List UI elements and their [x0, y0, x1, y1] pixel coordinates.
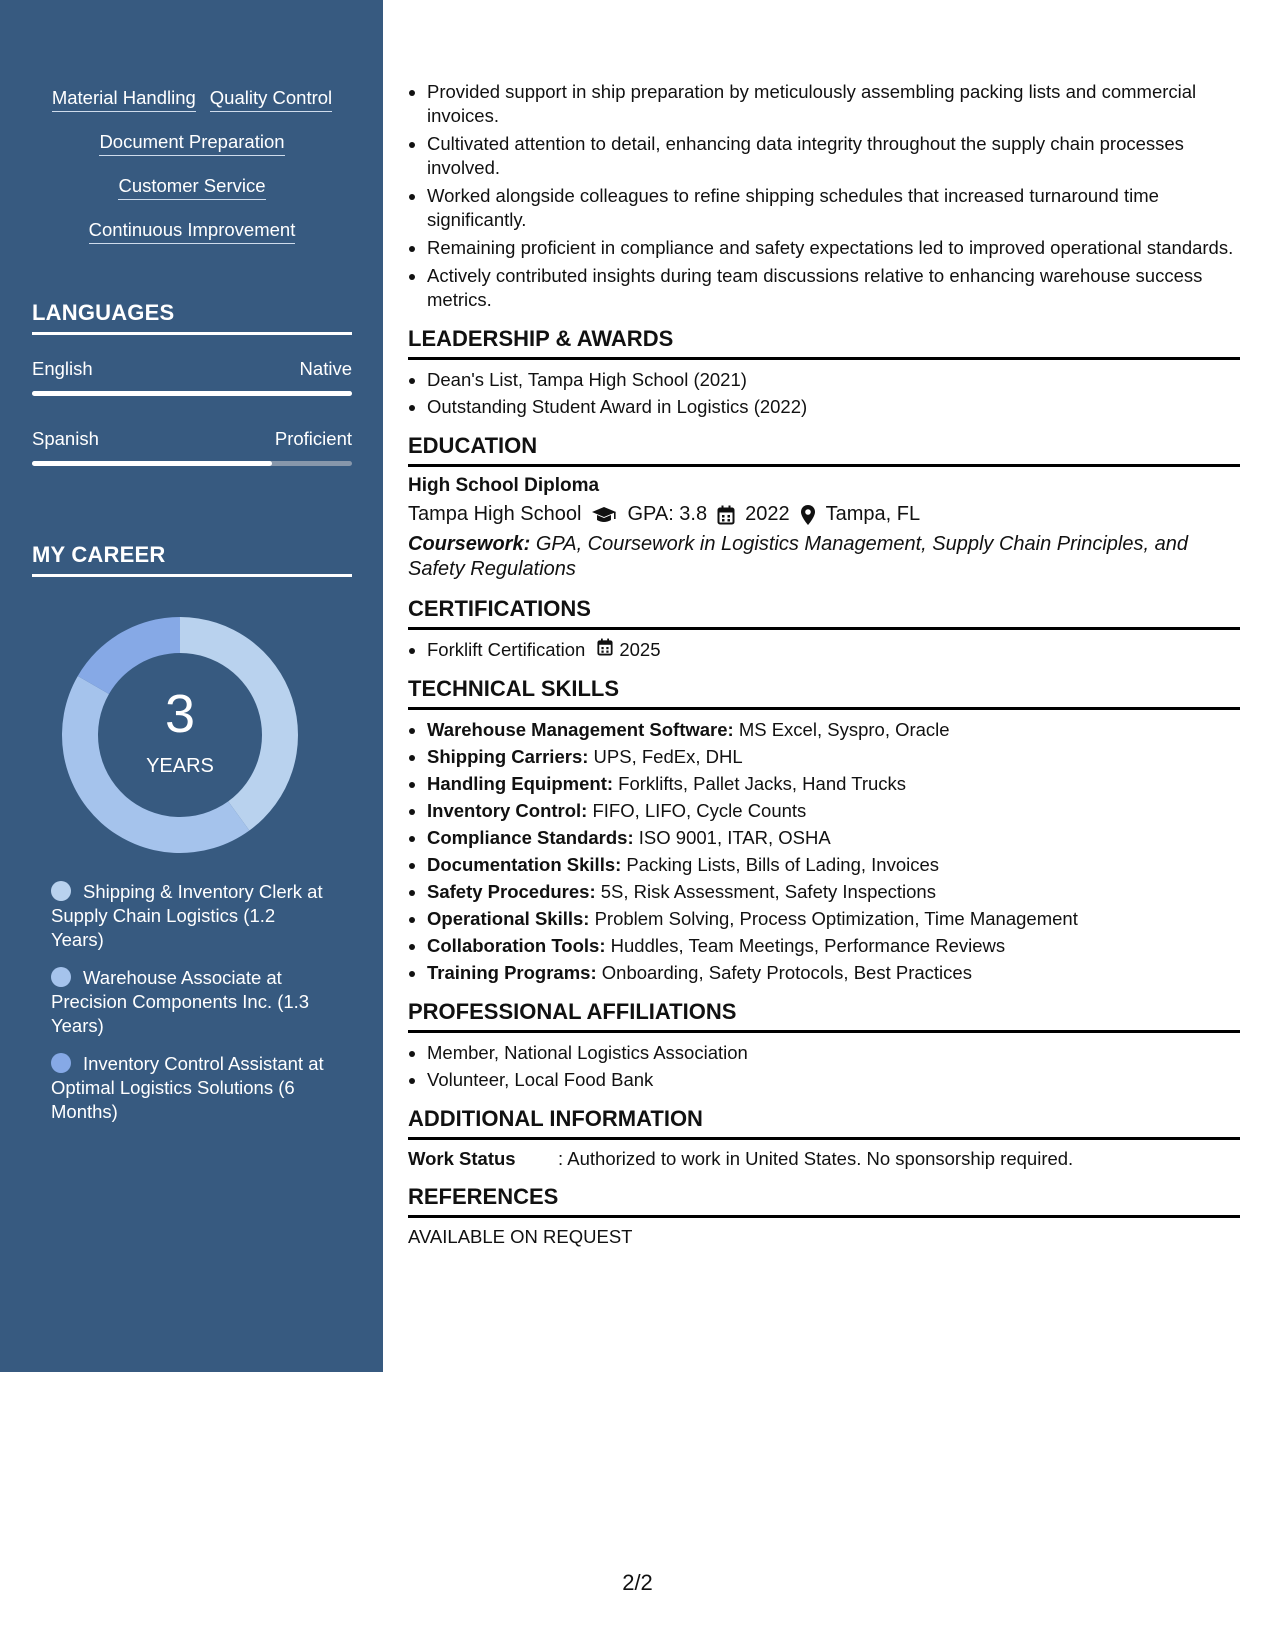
languages-heading: LANGUAGES — [32, 300, 352, 335]
coursework-label: Coursework: — [408, 533, 531, 555]
skills-row — [32, 218, 352, 244]
experience-bullets — [408, 80, 1240, 312]
leadership-list — [408, 368, 1240, 419]
list-item — [427, 853, 1240, 877]
language-bar-fill — [32, 461, 272, 466]
skill-value: UPS, FedEx, DHL — [593, 746, 743, 767]
language-item — [32, 358, 352, 396]
skill-value: 5S, Risk Assessment, Safety Inspections — [600, 881, 936, 902]
skill-tag: Material Handling — [52, 86, 196, 112]
list-item — [427, 799, 1240, 823]
language-level: Native — [299, 358, 352, 379]
work-status-value: : Authorized to work in United States. No sponsorship required. — [558, 1148, 1074, 1169]
skill-label: Warehouse Management Software: — [427, 719, 734, 740]
language-name: Spanish — [32, 428, 99, 449]
certifications-heading: CERTIFICATIONS — [408, 596, 1240, 630]
skill-tag: Continuous Improvement — [89, 218, 296, 244]
list-item: • Outstanding Student Award in Logistics (2022) — [427, 395, 1240, 419]
skill-value: Onboarding, Safety Protocols, Best Practices — [601, 962, 972, 983]
calendar-icon — [597, 638, 613, 662]
education-school: Tampa High School — [408, 503, 582, 525]
technical-skills-list — [408, 718, 1240, 985]
skill-label: Handling Equipment: — [427, 773, 614, 794]
career-item — [51, 1052, 331, 1124]
references-text: AVAILABLE ON REQUEST — [408, 1226, 633, 1247]
donut-segment — [180, 617, 298, 830]
education-location: Tampa, FL — [825, 503, 921, 525]
graduation-cap-icon — [591, 505, 617, 525]
skills-row — [32, 86, 352, 112]
list-item: • Cultivated attention to detail, enhancing data integrity throughout the supply chain processes involved. — [427, 132, 1240, 180]
skill-value: Forklifts, Pallet Jacks, Hand Trucks — [618, 773, 907, 794]
list-item — [427, 880, 1240, 904]
certifications-list — [408, 638, 1240, 662]
skill-value: ISO 9001, ITAR, OSHA — [638, 827, 831, 848]
career-item-text: Shipping & Inventory Clerk at Supply Chain Logistics (1.2 Years) — [51, 881, 323, 950]
skills-row — [32, 130, 352, 156]
skill-label: Collaboration Tools: — [427, 935, 606, 956]
list-item — [427, 907, 1240, 931]
technical-skills-heading: TECHNICAL SKILLS — [408, 676, 1240, 710]
page-number: 2/2 — [622, 1570, 653, 1595]
work-status-label: Work Status — [408, 1148, 516, 1169]
language-bar — [32, 461, 352, 466]
list-item — [427, 718, 1240, 742]
skill-label: Documentation Skills: — [427, 854, 622, 875]
map-pin-icon — [800, 504, 816, 526]
list-item: • Remaining proficient in compliance and safety expectations led to improved operational standards. — [427, 236, 1240, 260]
education-degree: High School Diploma — [408, 475, 600, 496]
career-list — [51, 880, 331, 1138]
skill-label: Operational Skills: — [427, 908, 590, 929]
list-item — [427, 934, 1240, 958]
language-bar-fill — [32, 391, 352, 396]
education-meta — [408, 503, 1240, 526]
list-item: • Provided support in ship preparation by meticulously assembling packing lists and commercial invoices. — [427, 80, 1240, 128]
career-total-number: 3 — [164, 684, 196, 744]
skill-label: Training Programs: — [427, 962, 597, 983]
affiliations-list — [408, 1041, 1240, 1092]
skill-label: Inventory Control: — [427, 800, 588, 821]
education-coursework — [408, 532, 1240, 582]
legend-dot — [51, 1053, 71, 1073]
skills-row — [32, 174, 352, 200]
career-item-text: Warehouse Associate at Precision Components Inc. (1.3 Years) — [51, 967, 310, 1036]
career-heading: MY CAREER — [32, 542, 352, 577]
language-level: Proficient — [274, 428, 352, 449]
affiliations-heading: PROFESSIONAL AFFILIATIONS — [408, 999, 1240, 1033]
list-item: • Worked alongside colleagues to refine shipping schedules that increased turnaround time significantly. — [427, 184, 1240, 232]
skill-value: FIFO, LIFO, Cycle Counts — [592, 800, 807, 821]
skill-label: Shipping Carriers: — [427, 746, 589, 767]
list-item — [427, 638, 1240, 662]
career-total-unit: YEARS — [146, 755, 214, 777]
skill-tag: Customer Service — [118, 174, 265, 200]
language-item — [32, 428, 352, 466]
skill-value: Huddles, Team Meetings, Performance Reviews — [610, 935, 1006, 956]
donut-segment — [78, 617, 180, 694]
skill-label: Safety Procedures: — [427, 881, 596, 902]
skill-value: Problem Solving, Process Optimization, Time Management — [594, 908, 1078, 929]
career-donut-chart — [60, 615, 300, 855]
list-item — [427, 826, 1240, 850]
list-item: • Volunteer, Local Food Bank — [427, 1068, 1240, 1092]
career-item — [51, 880, 331, 952]
skill-tag: Document Preparation — [99, 130, 284, 156]
list-item — [427, 745, 1240, 769]
certification-year: 2025 — [619, 639, 661, 660]
legend-dot — [51, 967, 71, 987]
career-item — [51, 966, 331, 1038]
skill-label: Compliance Standards: — [427, 827, 634, 848]
legend-dot — [51, 881, 71, 901]
certification-name: • Forklift Certification — [427, 639, 586, 660]
work-status-row — [408, 1148, 1240, 1170]
education-gpa: GPA: 3.8 — [627, 503, 708, 525]
coursework-text: GPA, Coursework in Logistics Management, Supply Chain Principles, and Safety Regulations — [408, 533, 1188, 580]
list-item: • Member, National Logistics Association — [427, 1041, 1240, 1065]
additional-info-heading: ADDITIONAL INFORMATION — [408, 1106, 1240, 1140]
skill-value: MS Excel, Syspro, Oracle — [738, 719, 950, 740]
education-year: 2022 — [745, 503, 790, 525]
leadership-heading: LEADERSHIP & AWARDS — [408, 326, 1240, 360]
sidebar — [0, 0, 383, 1372]
language-name: English — [32, 358, 93, 379]
list-item — [427, 772, 1240, 796]
main-content — [408, 80, 1240, 1248]
language-bar — [32, 391, 352, 396]
list-item — [427, 961, 1240, 985]
list-item: • Dean's List, Tampa High School (2021) — [427, 368, 1240, 392]
career-item-text: Inventory Control Assistant at Optimal Logistics Solutions (6 Months) — [51, 1053, 324, 1122]
skills-list — [32, 86, 352, 262]
skill-tag: Quality Control — [210, 86, 332, 112]
list-item: • Actively contributed insights during team discussions relative to enhancing warehouse success metrics. — [427, 264, 1240, 312]
skill-value: Packing Lists, Bills of Lading, Invoices — [626, 854, 940, 875]
references-heading: REFERENCES — [408, 1184, 1240, 1218]
calendar-icon — [717, 505, 735, 525]
education-heading: EDUCATION — [408, 433, 1240, 467]
